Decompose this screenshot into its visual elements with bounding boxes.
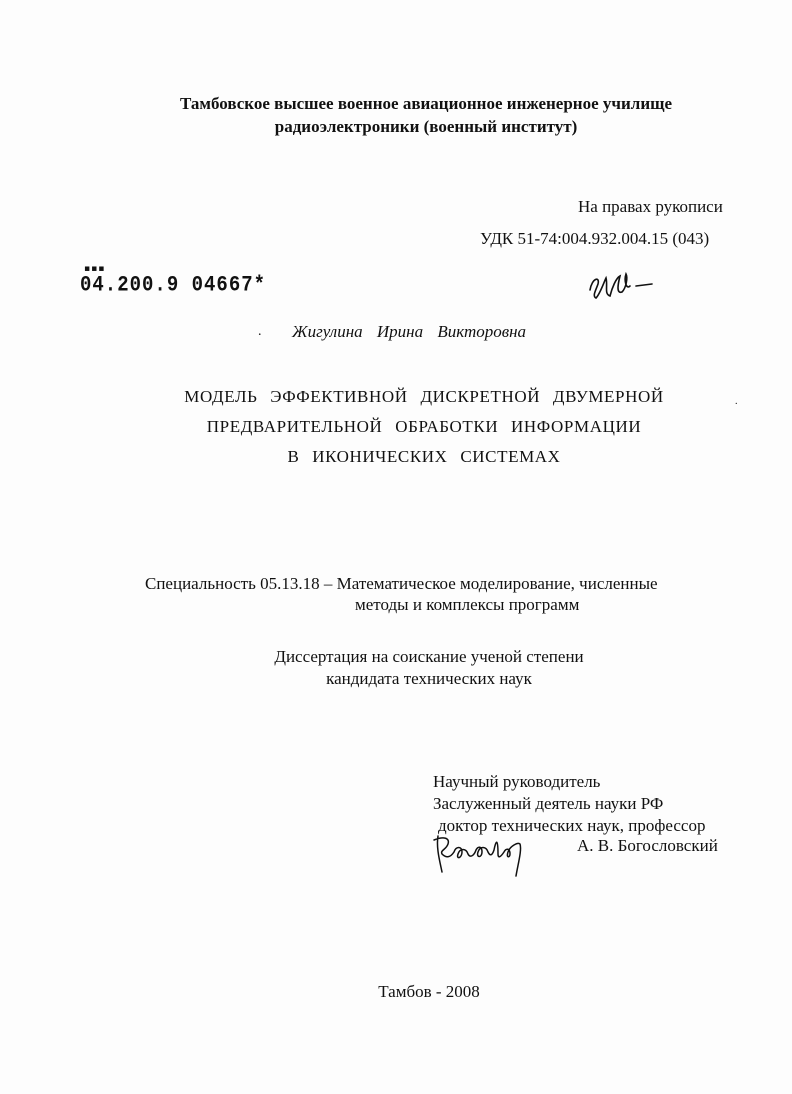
city-and-year: Тамбов - 2008 xyxy=(378,982,480,1001)
supervisor-role: Научный руководитель xyxy=(433,772,601,791)
title-line-2: ПРЕДВАРИТЕЛЬНОЙ ОБРАБОТКИ ИНФОРМАЦИИ xyxy=(206,417,642,436)
title-line-3: В ИКОНИЧЕСКИХ СИСТЕМАХ xyxy=(287,447,561,466)
stray-dot: . xyxy=(258,324,262,339)
udc-code: УДК 51-74:004.932.004.15 (043) xyxy=(480,229,710,248)
registration-number-text: 04.200.9 04667 xyxy=(80,272,254,298)
supervisor-degree: доктор технических наук, профессор xyxy=(438,816,706,835)
registration-dots: ▪▪▪ xyxy=(84,264,106,274)
manuscript-rights-note: На правах рукописи xyxy=(578,197,723,216)
degree-statement xyxy=(0,646,792,690)
registration-number-stamp xyxy=(80,272,266,297)
specialty-line-2: методы и комплексы программ xyxy=(355,595,580,614)
degree-line-1: Диссертация на соискание ученой степени xyxy=(274,647,584,666)
dissertation-title xyxy=(0,382,792,472)
supervisor-honor: Заслуженный деятель науки РФ xyxy=(433,794,664,813)
supervisor-name: А. В. Богословский xyxy=(577,836,718,855)
title-line-1: МОДЕЛЬ ЭФФЕКТИВНОЙ ДИСКРЕТНОЙ ДВУМЕРНОЙ xyxy=(184,387,664,406)
institution-name xyxy=(0,92,792,138)
degree-line-2: кандидата технических наук xyxy=(326,669,532,688)
stray-mark: . xyxy=(735,396,738,407)
handwritten-mark xyxy=(586,268,656,302)
supervisor-signature xyxy=(428,828,536,880)
specialty-line-1: Специальность 05.13.18 – Математическое моделирование, численные xyxy=(145,574,658,593)
institution-line-1: Тамбовское высшее военное авиационное инженерное училище xyxy=(179,94,673,113)
author-name: Жигулина Ирина Викторовна xyxy=(292,322,527,341)
stamp-asterisk: * xyxy=(253,272,267,298)
institution-line-2: радиоэлектроники (военный институт) xyxy=(274,117,578,136)
